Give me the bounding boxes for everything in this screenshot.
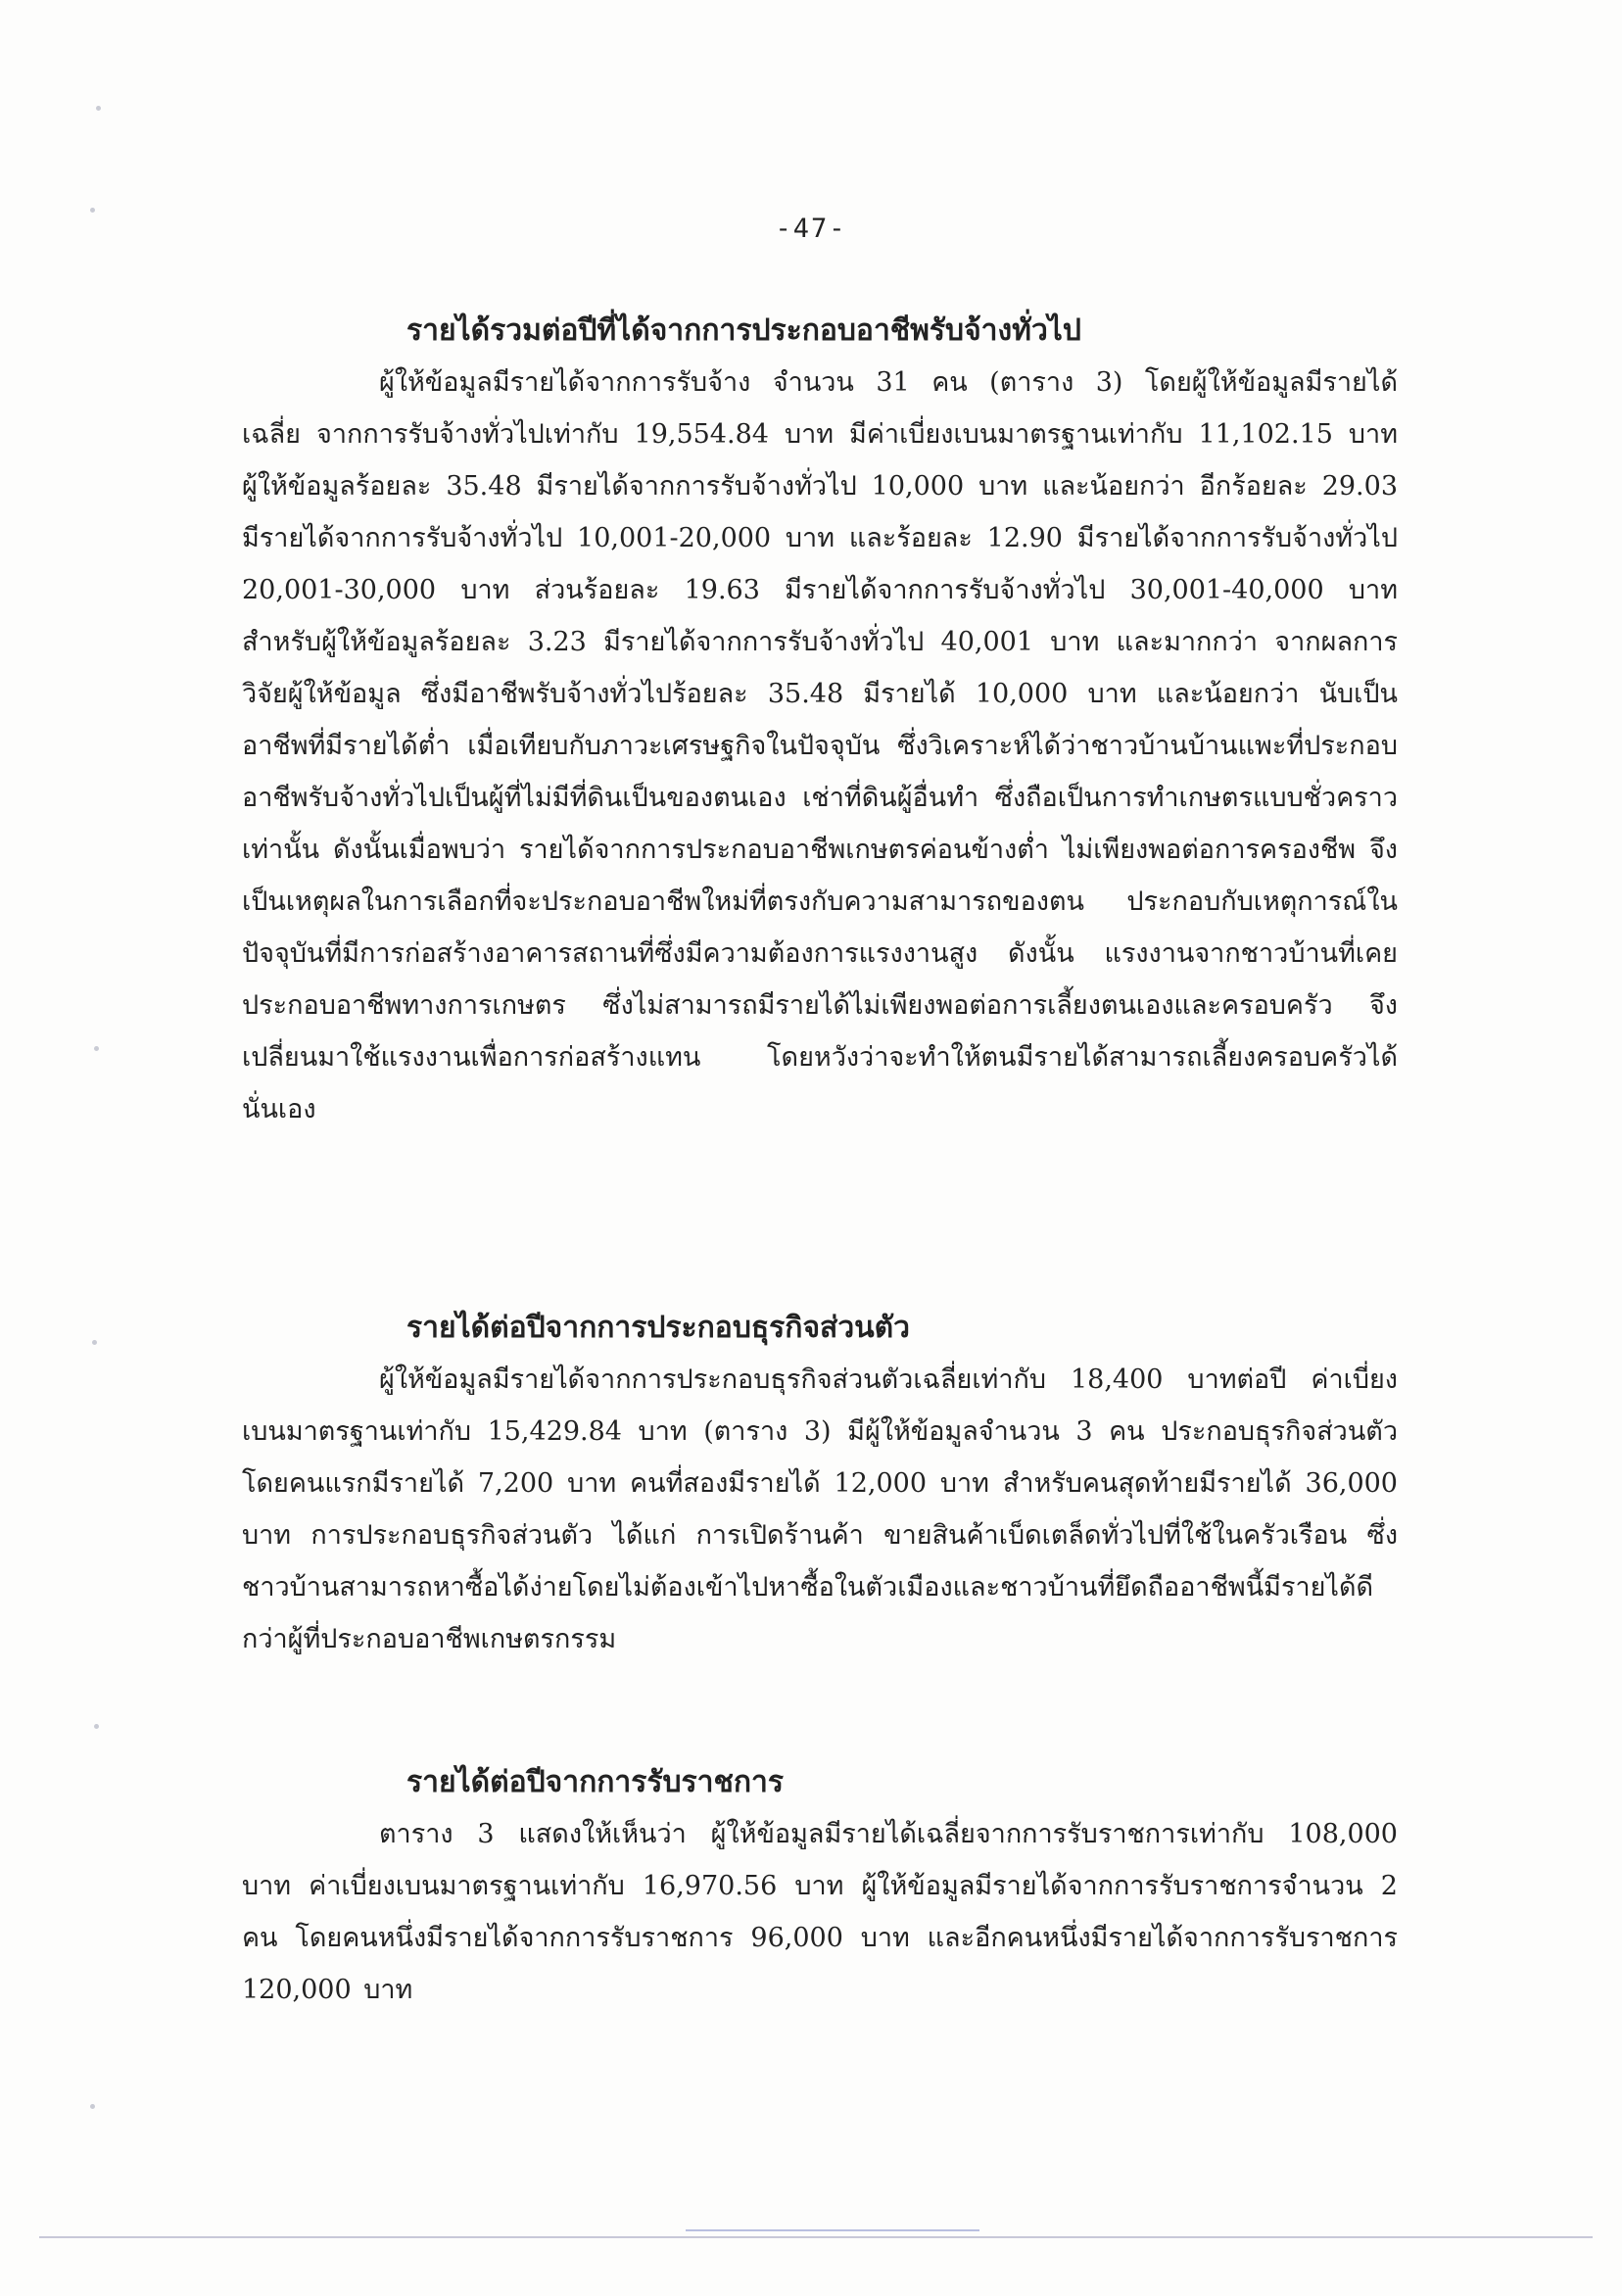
section-heading: รายได้ต่อปีจากการรับราชการ: [406, 1765, 784, 1799]
footer-rule-accent: [686, 2229, 979, 2231]
page-number: -47-: [775, 214, 847, 244]
margin-speck: [94, 1724, 99, 1729]
margin-speck: [90, 208, 95, 213]
section-paragraph: ตาราง 3 แสดงให้เห็นว่า ผู้ให้ข้อมูลมีรายได้เฉลี่ยจากการรับราชการเท่ากับ 108,000 บาท ค่าเบี่ยงเบนมาตรฐานเท่ากับ 16,970.56 บาท ผู้ให้ข้อมูลมีรายได้จากการรับราชการจำนวน 2 คน โดยคนหนึ่งมีรายได้จากการรับราชการ 96,000 บาท และอีกคนหนึ่งมีรายได้จากการรับราชการ 120,000 บาท: [242, 1819, 1398, 2005]
section-paragraph: ผู้ให้ข้อมูลมีรายได้จากการประกอบธุรกิจส่วนตัวเฉลี่ยเท่ากับ 18,400 บาทต่อปี ค่าเบี่ยงเบนมาตรฐานเท่ากับ 15,429.84 บาท (ตาราง 3) มีผู้ให้ข้อมูลจำนวน 3 คน ประกอบธุรกิจส่วนตัว โดยคนแรกมีรายได้ 7,200 บาท คนที่สองมีรายได้ 12,000 บาท สำหรับคนสุดท้ายมีรายได้ 36,000 บาท การประกอบธุรกิจส่วนตัว ได้แก่ การเปิดร้านค้า ขายสินค้าเบ็ดเตล็ดทั่วไปที่ใช้ในครัวเรือน ซึ่งชาวบ้านสามารถหาซื้อได้ง่ายโดยไม่ต้องเข้าไปหาซื้อในตัวเมืองและชาวบ้านที่ยึดถืออาชีพนี้มีรายได้ดีกว่าผู้ที่ประกอบอาชีพเกษตรกรรม: [242, 1364, 1398, 1654]
section-heading: รายได้ต่อปีจากการประกอบธุรกิจส่วนตัว: [406, 1311, 911, 1345]
section-general-employment-income: [242, 311, 1398, 1135]
section-heading: รายได้รวมต่อปีที่ได้จากการประกอบอาชีพรับจ้างทั่วไป: [406, 313, 1081, 348]
section-paragraph: ผู้ให้ข้อมูลมีรายได้จากการรับจ้าง จำนวน 31 คน (ตาราง 3) โดยผู้ให้ข้อมูลมีรายได้เฉลี่ย จากการรับจ้างทั่วไปเท่ากับ 19,554.84 บาท มีค่าเบี่ยงเบนมาตรฐานเท่ากับ 11,102.15 บาท ผู้ให้ข้อมูลร้อยละ 35.48 มีรายได้จากการรับจ้างทั่วไป 10,000 บาท และน้อยกว่า อีกร้อยละ 29.03 มีรายได้จากการรับจ้างทั่วไป 10,001-20,000 บาท และร้อยละ 12.90 มีรายได้จากการรับจ้างทั่วไป 20,001-30,000 บาท ส่วนร้อยละ 19.63 มีรายได้จากการรับจ้างทั่วไป 30,001-40,000 บาท สำหรับผู้ให้ข้อมูลร้อยละ 3.23 มีรายได้จากการรับจ้างทั่วไป 40,001 บาท และมากกว่า จากผลการวิจัยผู้ให้ข้อมูล ซึ่งมีอาชีพรับจ้างทั่วไปร้อยละ 35.48 มีรายได้ 10,000 บาท และน้อยกว่า นับเป็นอาชีพที่มีรายได้ต่ำ เมื่อเทียบกับภาวะเศรษฐกิจในปัจจุบัน ซึ่งวิเคราะห์ได้ว่าชาวบ้านบ้านแพะที่ประกอบอาชีพรับจ้างทั่วไปเป็นผู้ที่ไม่มีที่ดินเป็นของตนเอง เช่าที่ดินผู้อื่นทำ ซึ่งถือเป็นการทำเกษตรแบบชั่วคราวเท่านั้น ดังนั้นเมื่อพบว่า รายได้จากการประกอบอาชีพเกษตรค่อนข้างต่ำ ไม่เพียงพอต่อการครองชีพ จึงเป็นเหตุผลในการเลือกที่จะประกอบอาชีพใหม่ที่ตรงกับความสามารถของตน ประกอบกับเหตุการณ์ในปัจจุบันที่มีการก่อสร้างอาคารสถานที่ซึ่งมีความต้องการแรงงานสูง ดังนั้น แรงงานจากชาวบ้านที่เคย ประกอบอาชีพทางการเกษตร ซึ่งไม่สามารถมีรายได้ไม่เพียงพอต่อการเลี้ยงตนเองและครอบครัว จึงเปลี่ยนมาใช้แรงงานเพื่อการก่อสร้างแทน โดยหวังว่าจะทำให้ตนมีรายได้สามารถเลี้ยงครอบครัวได้นั่นเอง: [242, 367, 1398, 1124]
section-private-business-income: [242, 1309, 1398, 1665]
section-government-service-income: [242, 1763, 1398, 2016]
footer-rule: [39, 2236, 1593, 2238]
margin-speck: [92, 1340, 97, 1345]
margin-speck: [96, 106, 101, 111]
margin-speck: [94, 1046, 99, 1051]
margin-speck: [90, 2104, 95, 2109]
